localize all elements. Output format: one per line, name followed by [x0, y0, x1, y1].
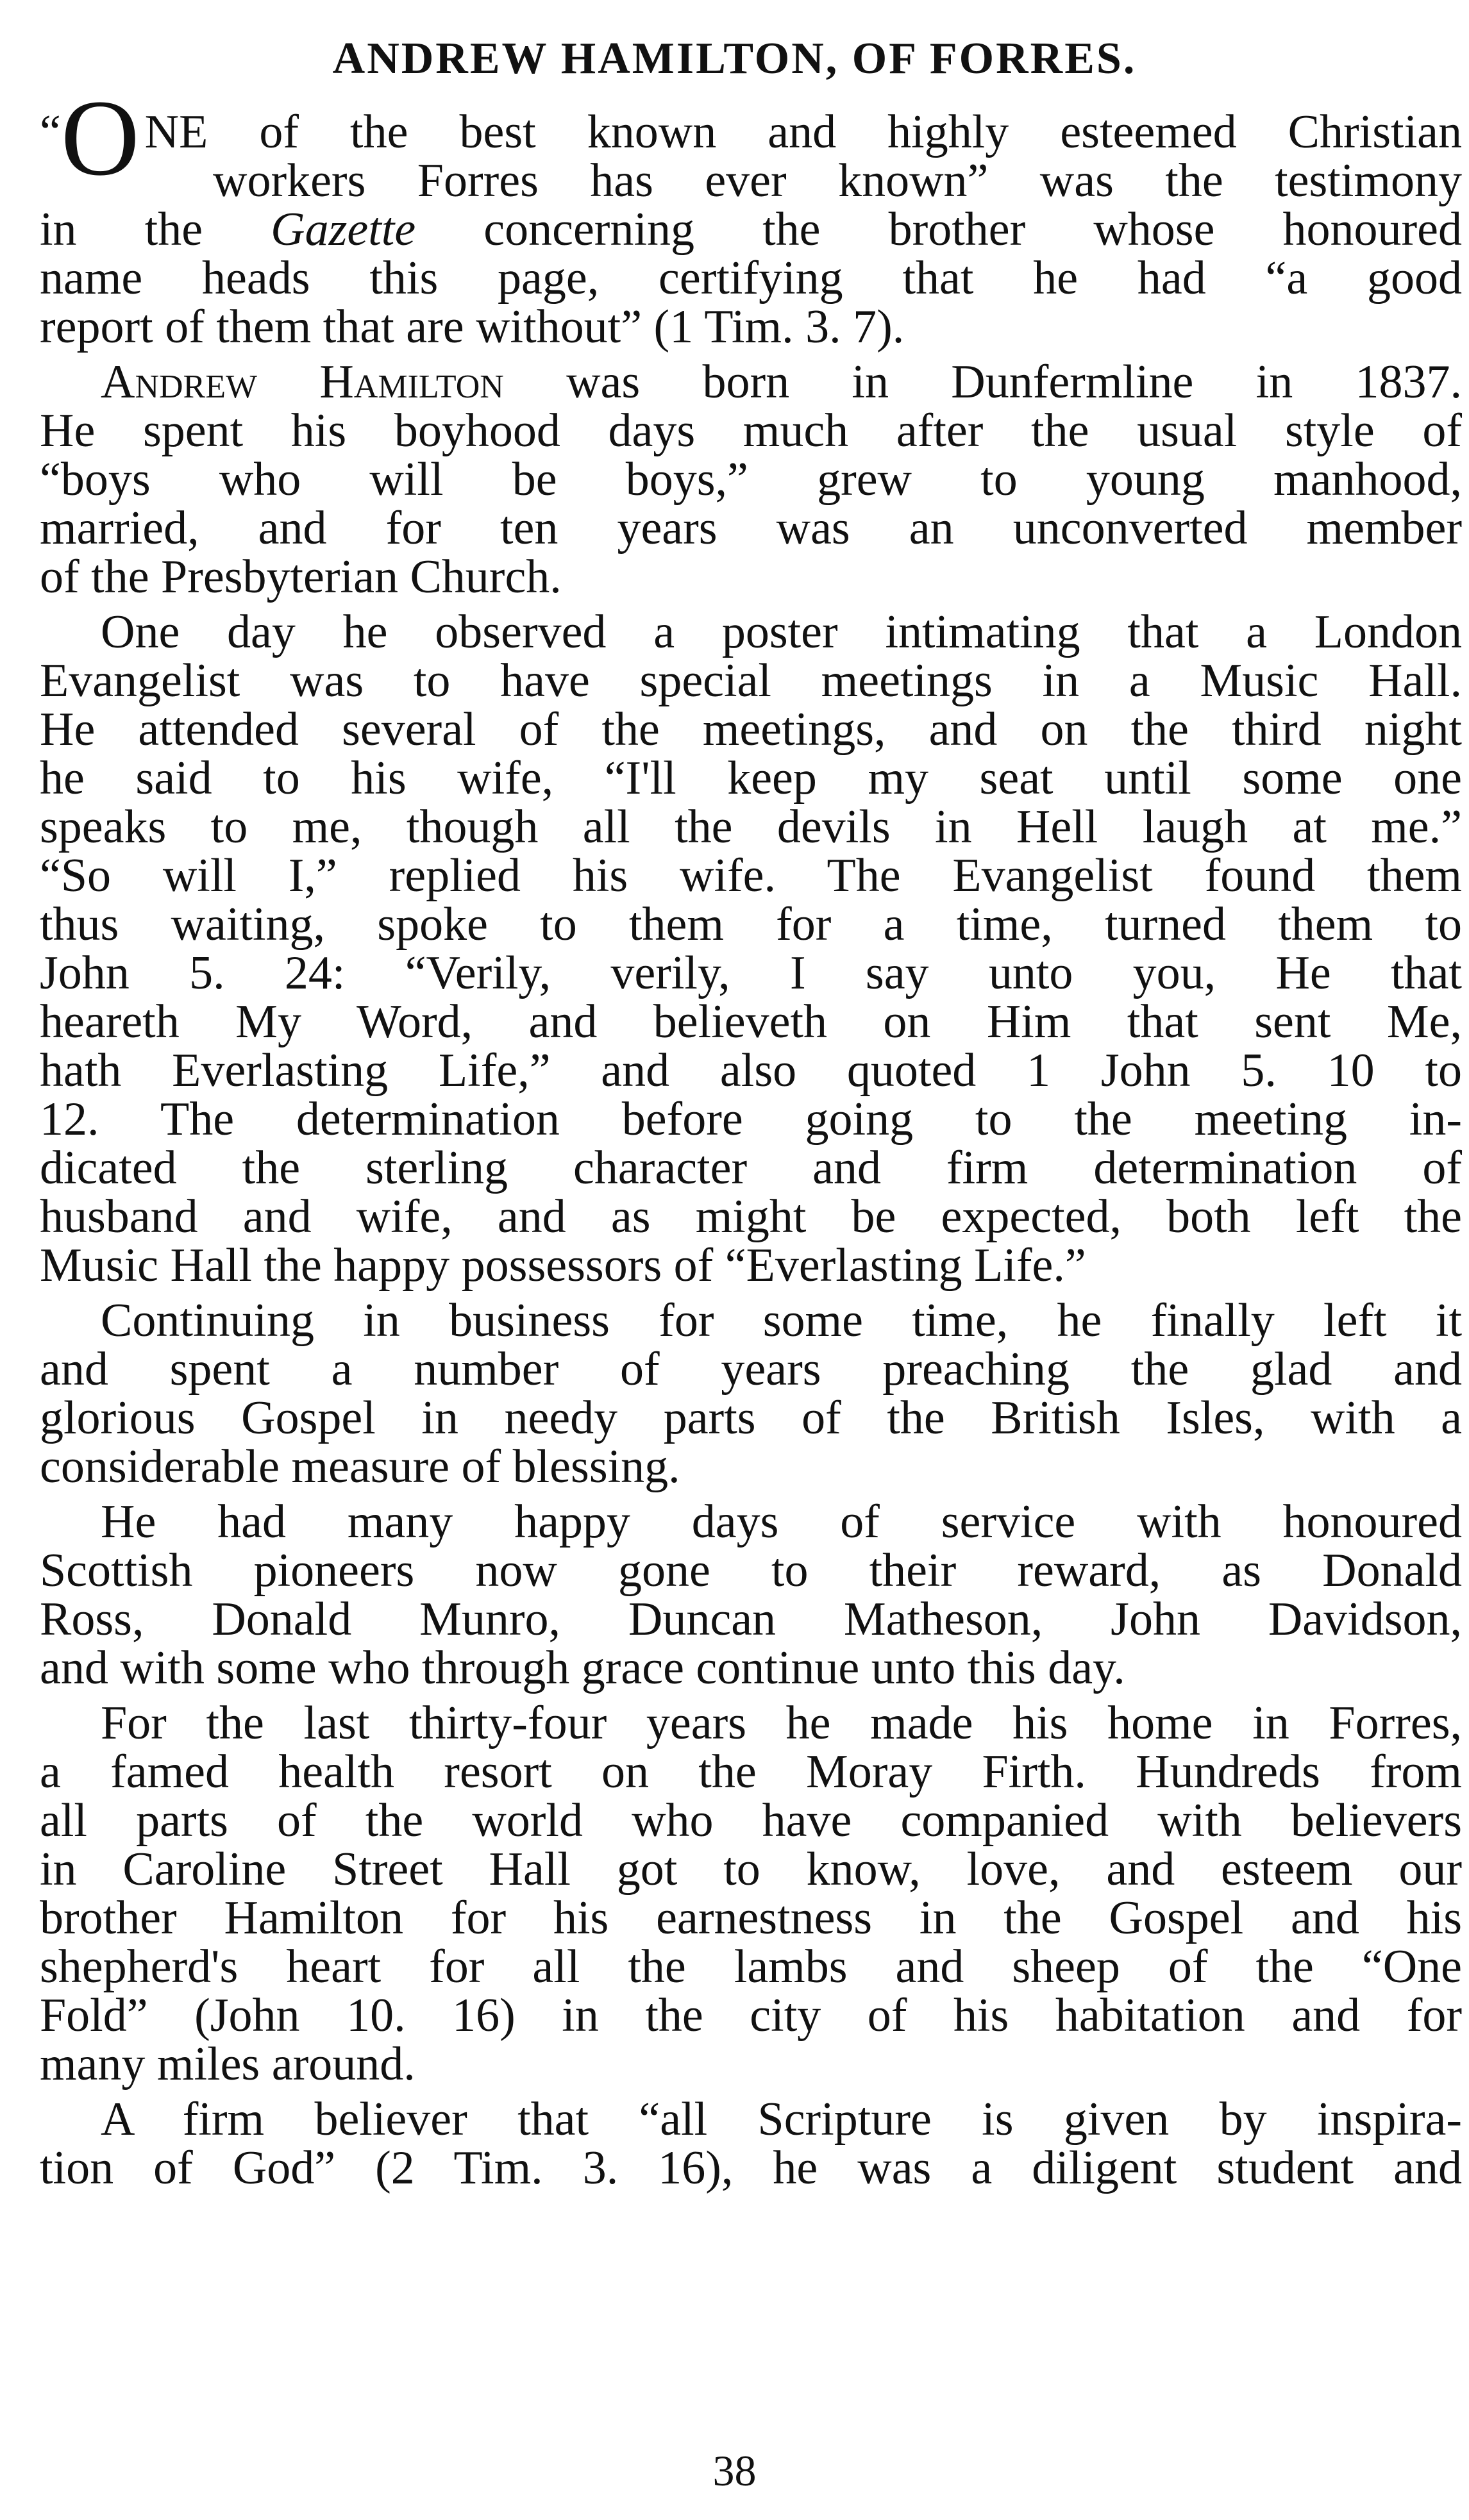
text-line — [40, 1192, 1462, 1241]
text-segment: He spent his boyhood days much after the usual style of — [40, 405, 1462, 457]
text-line — [40, 2040, 1462, 2089]
text-line — [40, 1546, 1462, 1595]
text-segment: One day he observed a poster intimating that a London — [101, 606, 1462, 658]
text-line — [40, 504, 1462, 553]
text-line — [40, 156, 1462, 205]
text-line — [40, 553, 1462, 601]
text-segment: heareth My Word, and believeth on Him that sent Me, — [40, 996, 1462, 1048]
text-segment: and with some who through grace continue unto this day. — [40, 1642, 1125, 1694]
paragraph — [40, 358, 1462, 601]
text-line — [40, 1748, 1462, 1796]
text-segment: For the last thirty-four years he made his home in Forres, — [101, 1697, 1462, 1749]
text-segment: Gazette — [271, 203, 416, 256]
text-line — [40, 1095, 1462, 1144]
text-line — [40, 1845, 1462, 1894]
text-line — [40, 1296, 1462, 1345]
text-line — [40, 303, 1462, 351]
text-segment: dicated the sterling character and firm determination of — [40, 1142, 1462, 1194]
text-line — [40, 1394, 1462, 1442]
text-segment: he said to his wife, “I'll keep my seat until some one — [40, 752, 1462, 805]
opening-quote: “ — [40, 106, 61, 158]
text-segment: “So will I,” replied his wife. The Evangelist found them — [40, 849, 1462, 902]
text-segment: all parts of the world who have companied with believers — [40, 1794, 1462, 1847]
text-segment: Continuing in business for some time, he finally left it — [101, 1294, 1462, 1347]
text-segment: was born in Dunfermline in 1837. — [503, 356, 1462, 408]
text-segment: of the Presbyterian Church. — [40, 551, 562, 603]
text-segment: in the — [40, 203, 271, 256]
text-line — [40, 1894, 1462, 1942]
text-segment: Scottish pioneers now gone to their reward, as Donald — [40, 1544, 1462, 1597]
text-segment: “boys who will be boys,” grew to young manhood, — [40, 453, 1462, 506]
text-line — [40, 754, 1462, 803]
paragraph — [40, 608, 1462, 1290]
page-title: ANDREW HAMILTON, OF FORRES. — [332, 34, 1137, 83]
article-body — [40, 78, 1463, 2199]
text-line — [40, 1046, 1462, 1095]
text-segment: Music Hall the happy possessors of “Everlasting Life.” — [40, 1239, 1086, 1292]
text-line — [40, 1345, 1462, 1394]
paragraph — [40, 78, 1463, 353]
text-line — [40, 1942, 1462, 1991]
text-segment: name heads this page, certifying that he had “a good — [40, 252, 1462, 305]
text-line — [40, 1796, 1462, 1845]
text-segment: Andrew Hamilton — [101, 356, 504, 408]
text-line — [40, 205, 1462, 254]
text-line — [40, 949, 1462, 997]
text-segment: thus waiting, spoke to them for a time, turned them to — [40, 898, 1462, 951]
text-segment: shepherd's heart for all the lambs and sheep of the “One — [40, 1940, 1462, 1993]
text-line — [40, 2095, 1462, 2144]
text-segment: brother Hamilton for his earnestness in the Gospel and his — [40, 1892, 1462, 1944]
text-segment: A firm believer that “all Scripture is given by inspira- — [101, 2093, 1462, 2146]
text-segment: and spent a number of years preaching the glad and — [40, 1343, 1462, 1396]
text-line — [40, 455, 1462, 504]
text-line — [40, 1595, 1462, 1644]
text-segment: He attended several of the meetings, and on the third night — [40, 703, 1462, 756]
text-segment: husband and wife, and as might be expected, both left the — [40, 1190, 1462, 1243]
text-segment: Evangelist was to have special meetings in a Music Hall. — [40, 655, 1462, 707]
paragraph — [40, 1699, 1462, 2089]
text-segment: NE of the best known and highly esteemed Christian — [144, 106, 1462, 158]
text-line — [40, 1699, 1462, 1748]
text-segment: hath Everlasting Life,” and also quoted 1 John 5. 10 to — [40, 1044, 1462, 1097]
text-segment: Fold” (John 10. 16) in the city of his habitation and for — [40, 1989, 1462, 2042]
text-line — [40, 851, 1462, 900]
text-segment: concerning the brother whose honoured — [416, 203, 1463, 256]
text-segment: speaks to me, though all the devils in Hell laugh at me.” — [40, 801, 1462, 853]
text-line — [40, 406, 1462, 455]
text-segment: considerable measure of blessing. — [40, 1440, 680, 1493]
paragraph — [40, 1296, 1462, 1491]
text-segment: He had many happy days of service with honoured — [101, 1496, 1462, 1548]
paragraph — [40, 2095, 1462, 2192]
text-line — [40, 803, 1462, 851]
drop-cap: O — [60, 78, 140, 198]
text-segment: glorious Gospel in needy parts of the British Isles, with a — [40, 1392, 1462, 1444]
text-segment: in Caroline Street Hall got to know, love, and esteem our — [40, 1843, 1462, 1896]
text-segment: 12. The determination before going to the meeting in- — [40, 1093, 1462, 1146]
text-segment: report of them that are without” (1 Tim. 3. 7). — [40, 301, 905, 353]
text-line — [40, 1991, 1462, 2040]
text-line — [40, 1442, 1462, 1491]
text-line — [40, 705, 1462, 754]
text-segment: a famed health resort on the Moray Firth. Hundreds from — [40, 1746, 1462, 1798]
text-line — [40, 1498, 1462, 1546]
text-line — [40, 1644, 1462, 1692]
text-segment: many miles around. — [40, 2038, 416, 2090]
text-segment: Ross, Donald Munro, Duncan Matheson, John Davidson, — [40, 1593, 1462, 1646]
page-number: 38 — [712, 2446, 757, 2495]
text-segment: workers Forres has ever known” was the testimony — [213, 154, 1462, 207]
text-line — [40, 900, 1462, 949]
text-line — [40, 656, 1462, 705]
text-line — [40, 358, 1462, 406]
text-line — [40, 2144, 1462, 2192]
text-line — [40, 1241, 1462, 1290]
text-line — [40, 608, 1462, 656]
text-segment: married, and for ten years was an unconverted member — [40, 502, 1462, 555]
text-segment: tion of God” (2 Tim. 3. 16), he was a diligent student and — [40, 2142, 1462, 2194]
text-segment: John 5. 24: “Verily, verily, I say unto you, He that — [40, 947, 1462, 999]
text-line — [40, 254, 1462, 303]
text-line — [40, 997, 1462, 1046]
paragraph — [40, 1498, 1462, 1692]
text-line — [40, 1144, 1462, 1192]
